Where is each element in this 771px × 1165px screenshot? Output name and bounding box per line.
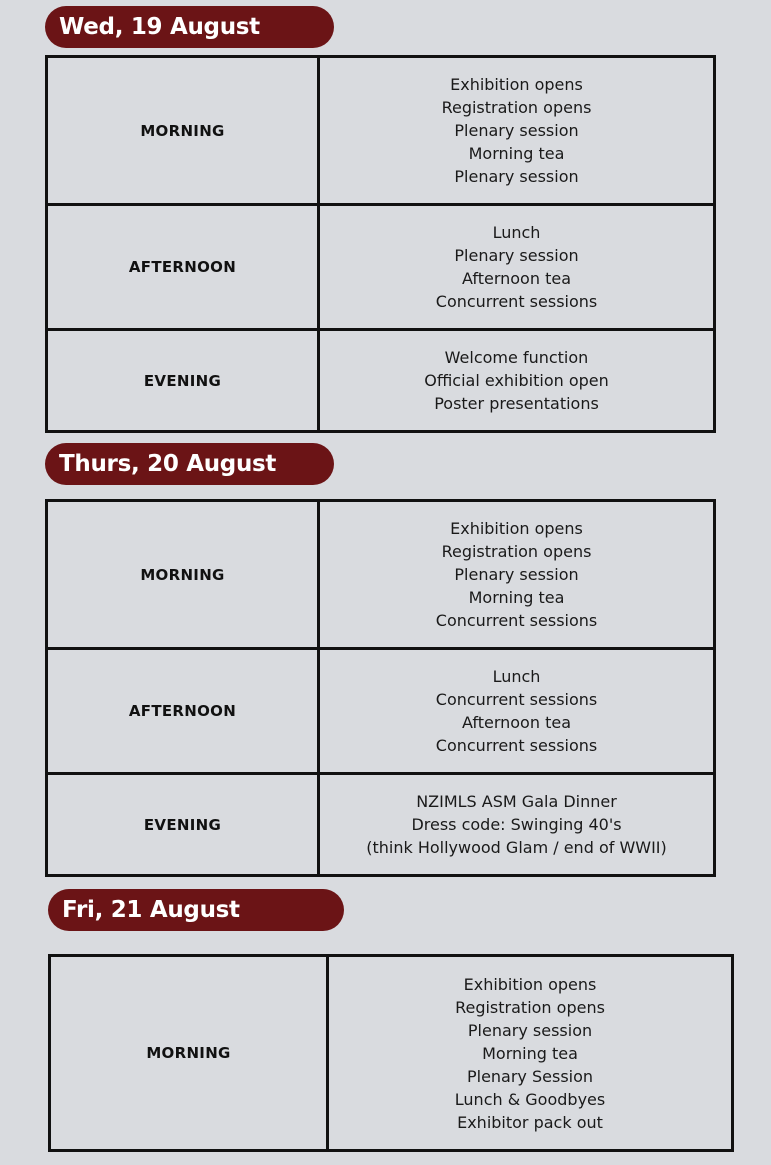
table-row [47, 57, 715, 205]
event-item: NZIMLS ASM Gala Dinner [416, 792, 617, 811]
period-label: EVENING [47, 330, 319, 432]
event-item: Exhibition opens [450, 519, 583, 538]
table-row [47, 501, 715, 649]
schedule-table-fri [48, 954, 734, 1152]
event-item: Registration opens [455, 997, 605, 1017]
event-item: Lunch & Goodbyes [454, 1089, 606, 1109]
table-row [47, 330, 715, 432]
table-row [47, 649, 715, 774]
events-cell [319, 501, 715, 649]
event-item: Registration opens [441, 98, 592, 117]
day-title: Fri, 21 August [62, 897, 240, 923]
events-cell [328, 956, 733, 1151]
events-cell [319, 774, 715, 876]
events-cell [319, 205, 715, 330]
event-item: (think Hollywood Glam / end of WWII) [366, 838, 667, 857]
event-item: Exhibition opens [450, 75, 583, 94]
schedule-table-wed [45, 55, 716, 433]
event-item: Morning tea [468, 144, 565, 163]
event-item: Concurrent sessions [435, 736, 598, 755]
event-item: Exhibition opens [463, 974, 597, 994]
event-item: Registration opens [441, 542, 592, 561]
day-title: Thurs, 20 August [59, 451, 277, 477]
event-item: Plenary session [454, 121, 579, 140]
event-item: Welcome function [444, 348, 589, 367]
day-header-fri [48, 889, 344, 931]
event-item: Official exhibition open [424, 371, 609, 390]
event-item: Plenary session [467, 1020, 593, 1040]
schedule-table-thurs [45, 499, 716, 877]
event-item: Plenary session [454, 246, 579, 265]
event-item: Lunch [492, 667, 541, 686]
events-cell [319, 330, 715, 432]
day-header-wed [45, 6, 334, 48]
period-label: MORNING [50, 956, 328, 1151]
period-label: AFTERNOON [47, 205, 319, 330]
event-item: Concurrent sessions [435, 292, 598, 311]
event-item: Dress code: Swinging 40's [411, 815, 622, 834]
event-item: Concurrent sessions [435, 611, 598, 630]
period-label: EVENING [47, 774, 319, 876]
event-item: Afternoon tea [461, 713, 571, 732]
event-item: Morning tea [468, 588, 565, 607]
event-item: Poster presentations [434, 394, 599, 413]
events-cell [319, 649, 715, 774]
table-row [47, 774, 715, 876]
event-item: Morning tea [482, 1043, 578, 1063]
table-row [47, 205, 715, 330]
event-item: Lunch [492, 223, 541, 242]
day-title: Wed, 19 August [59, 14, 260, 40]
event-item: Plenary Session [466, 1066, 594, 1086]
event-item: Afternoon tea [461, 269, 571, 288]
period-label: AFTERNOON [47, 649, 319, 774]
table-row [50, 956, 733, 1151]
event-item: Plenary session [454, 167, 579, 186]
event-item: Concurrent sessions [435, 690, 598, 709]
period-label: MORNING [47, 57, 319, 205]
events-cell [319, 57, 715, 205]
event-item: Plenary session [454, 565, 579, 584]
event-item: Exhibitor pack out [457, 1112, 603, 1132]
day-header-thurs [45, 443, 334, 485]
period-label: MORNING [47, 501, 319, 649]
